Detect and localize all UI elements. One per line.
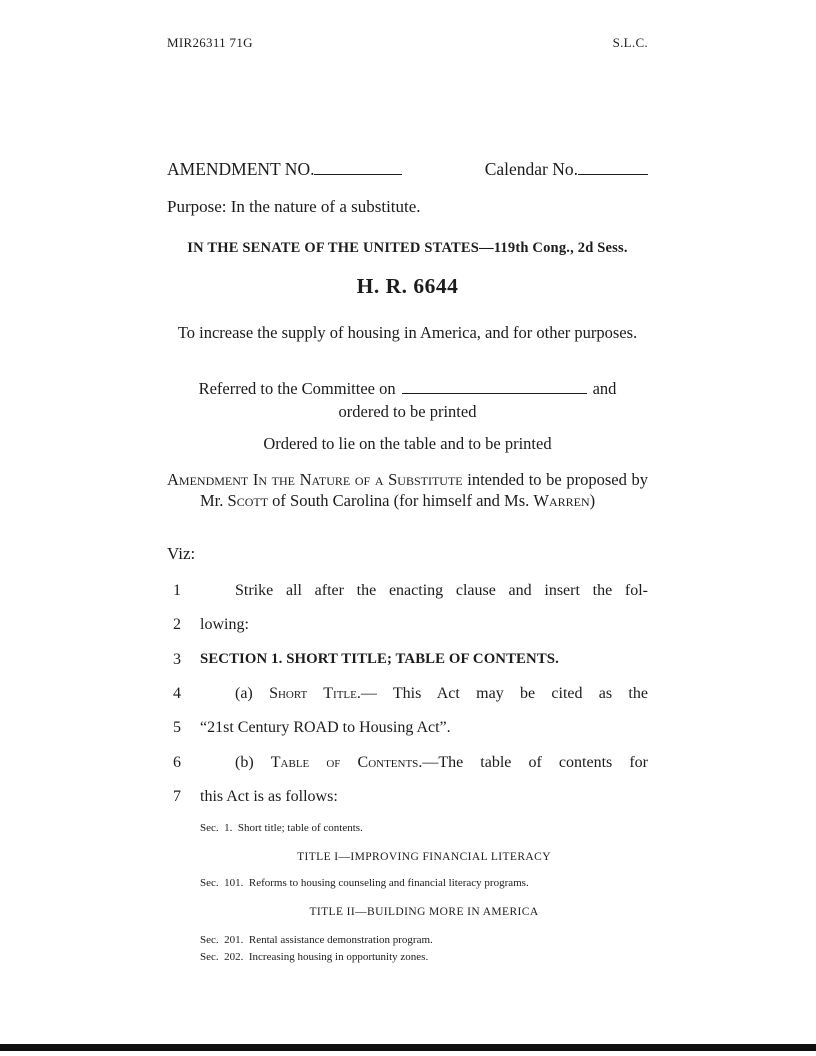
- line-remainder: .— This Act may be cited as the: [356, 685, 648, 702]
- table-of-contents-smallcaps: Table of Contents: [270, 754, 419, 771]
- bill-long-title: To increase the supply of housing in America, and for other purposes.: [177, 323, 638, 342]
- referred-prefix: Referred to the Committee on: [198, 379, 396, 398]
- sponsor-paragraph: [167, 469, 648, 511]
- ordered-to-lie-line: Ordered to lie on the table and to be printed: [263, 434, 552, 453]
- calendar-no-group: [485, 159, 648, 180]
- senate-caption: IN THE SENATE OF THE UNITED STATES—119th Cong., 2d Sess.: [187, 240, 628, 256]
- calendar-no-label: Calendar No.: [484, 159, 578, 179]
- bill-text-line: [167, 582, 648, 606]
- line-number: 7: [173, 788, 181, 805]
- bill-text-line: [167, 685, 648, 709]
- line-number: 4: [173, 685, 181, 702]
- line-number: 3: [173, 651, 181, 668]
- committee-blank: [402, 393, 587, 394]
- sponsor-intended-text: intended to be proposed by Mr.: [200, 470, 648, 510]
- bill-line-text: lowing:: [200, 616, 249, 633]
- bill-line-text: [200, 685, 648, 703]
- line-remainder: .—The table of contents for: [418, 754, 648, 771]
- bill-text-line: [167, 616, 648, 640]
- bill-line-text: Strike all after the enacting clause and insert the fol-: [235, 582, 648, 599]
- scan-edge-bar: [0, 1044, 816, 1051]
- toc-entry-sec-201: Sec. 201. Rental assistance demonstration program.: [200, 934, 433, 946]
- toc-entry-sec-202: Sec. 202. Increasing housing in opportunity zones.: [200, 951, 429, 963]
- sponsor-name-scott: Scott: [227, 491, 269, 510]
- toc-title-ii: TITLE II—BUILDING MORE IN AMERICA: [309, 906, 539, 918]
- page-header: [167, 35, 648, 51]
- section-heading: SECTION 1. SHORT TITLE; TABLE OF CONTENTS.: [200, 651, 559, 667]
- bill-text-line: [167, 788, 648, 812]
- viz-label: Viz:: [167, 544, 196, 563]
- toc-title-i: TITLE I—IMPROVING FINANCIAL LITERACY: [297, 851, 551, 863]
- slc-mark: S.L.C.: [612, 35, 648, 50]
- subsection-label: (b): [235, 754, 271, 771]
- toc-entry-sec-1: Sec. 1. Short title; table of contents.: [200, 822, 363, 834]
- substitute-caption: Amendment In the Nature of a Substitute: [167, 470, 463, 489]
- sponsor-of-clause: of South Carolina (for himself and Ms.: [268, 491, 534, 510]
- line-number: 1: [173, 582, 181, 599]
- referred-block: [167, 378, 648, 423]
- sponsor-close-paren: ): [589, 491, 596, 510]
- line-number: 6: [173, 754, 181, 771]
- bill-text-line: [167, 651, 648, 675]
- amendment-no-blank: [314, 174, 402, 175]
- bill-line-text: “21st Century ROAD to Housing Act”.: [200, 719, 451, 736]
- bill-line-text: [200, 754, 648, 772]
- document-id: MIR26311 71G: [167, 35, 253, 50]
- referred-and: and: [592, 379, 617, 398]
- bill-text-line: [167, 719, 648, 743]
- bill-number: H. R. 6644: [356, 274, 459, 298]
- referred-line2: ordered to be printed: [338, 401, 477, 421]
- calendar-no-blank: [578, 174, 648, 175]
- amendment-number-row: [167, 159, 648, 180]
- bill-text-line: [167, 754, 648, 778]
- short-title-smallcaps: Short Title: [269, 685, 357, 702]
- purpose-line: Purpose: In the nature of a substitute.: [167, 197, 421, 216]
- amendment-no-label: AMENDMENT NO.: [167, 159, 315, 179]
- toc-entry-sec-101: Sec. 101. Reforms to housing counseling and financial literacy programs.: [200, 877, 529, 889]
- amendment-no-group: [167, 159, 402, 180]
- line-number: 5: [173, 719, 181, 736]
- bill-line-text: this Act is as follows:: [200, 788, 338, 805]
- subsection-label: (a): [235, 685, 270, 702]
- cosponsor-name-warren: Warren: [533, 491, 590, 510]
- line-number: 2: [173, 616, 181, 633]
